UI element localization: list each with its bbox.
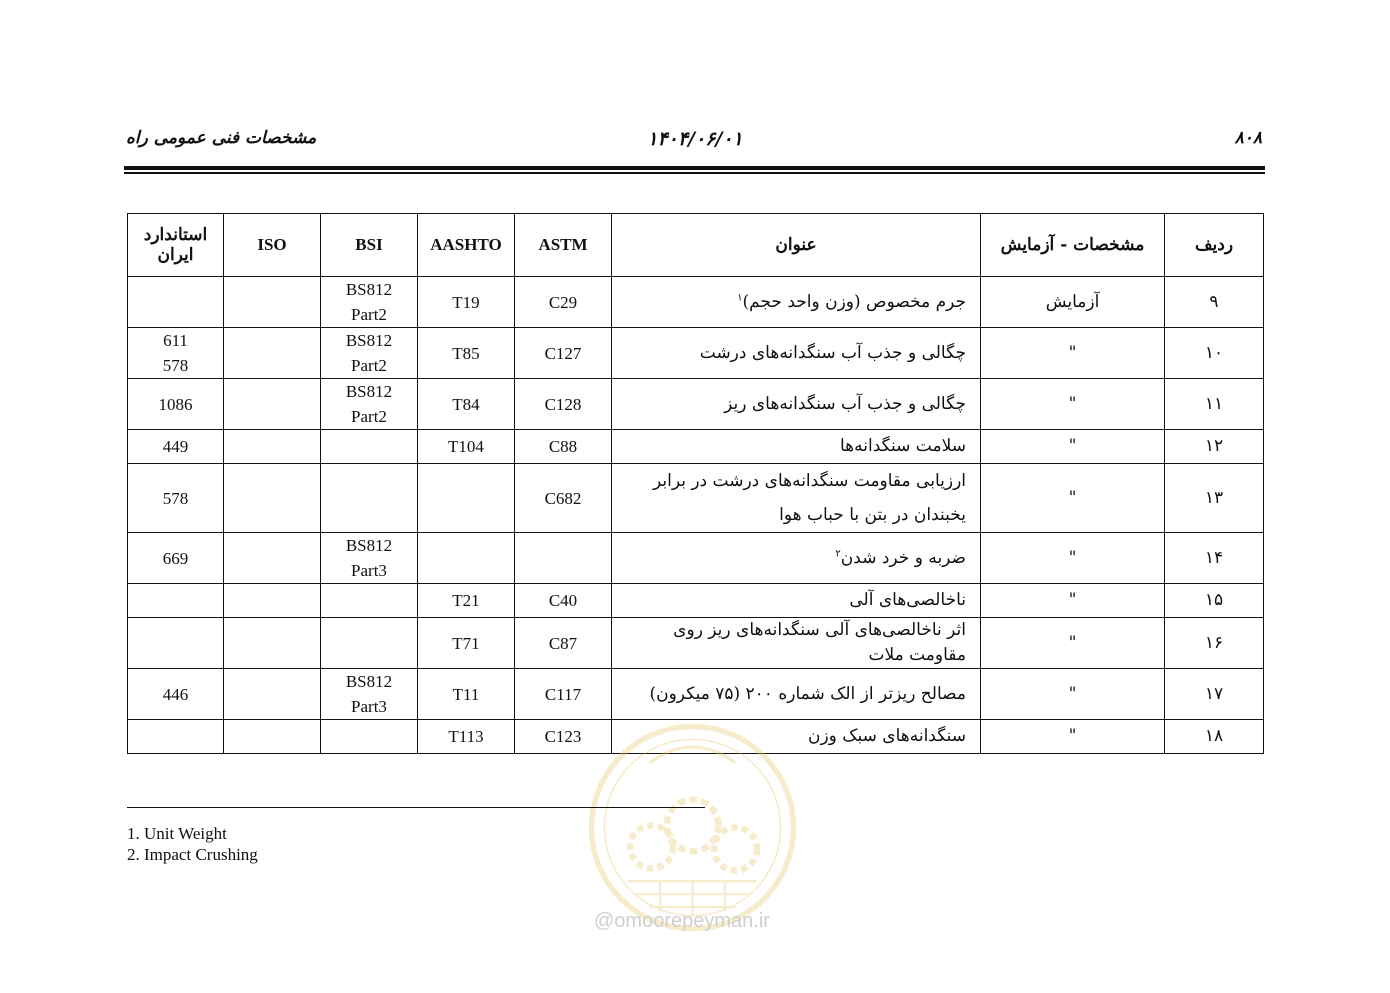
cell-radif: ۱۵ [1165,584,1264,618]
col-header-iran-line1: استاندارد [143,225,208,245]
cell-bsi [321,584,418,618]
cell-bsi-line1: BS812 [345,280,393,299]
cell-title-text: چگالی و جذب آب سنگدانه‌های درشت [699,342,966,363]
cell-iso [224,379,321,430]
cell-title [612,464,981,533]
cell-title [612,379,981,430]
cell-title [612,618,981,669]
table-row [128,328,1264,379]
cell-title-text: ضربه و خرد شدن [840,547,966,568]
col-header-aashto: AASHTO [418,214,515,277]
footnote-1: 1. Unit Weight [127,824,227,843]
page-number: ۸۰۸ [1234,128,1262,148]
cell-radif: ۱۴ [1165,533,1264,584]
cell-title [612,669,981,720]
cell-aashto: T11 [418,669,515,720]
cell-title [612,430,981,464]
col-header-radif: ردیف [1165,214,1264,277]
cell-spec: " [981,379,1165,430]
cell-iran: 669 [128,533,224,584]
cell-radif: ۱۲ [1165,430,1264,464]
cell-spec: " [981,669,1165,720]
header-rule-thin [124,172,1265,174]
cell-title-text: جرم مخصوص (وزن واحد حجم) [742,291,966,312]
cell-astm: C128 [515,379,612,430]
cell-iran: 1086 [128,379,224,430]
footnote-ref: ۲ [835,547,841,559]
table-row [128,430,1264,464]
table-header-row [128,214,1264,277]
cell-iran: 578 [128,464,224,533]
table-row [128,379,1264,430]
cell-iran [128,584,224,618]
cell-bsi [321,277,418,328]
document-date: ۱۴۰۴/۰۶/۰۱ [647,128,743,150]
cell-iran [128,328,224,379]
cell-astm: C87 [515,618,612,669]
cell-iso [224,430,321,464]
cell-iso [224,533,321,584]
cell-iran [128,618,224,669]
cell-bsi [321,379,418,430]
table-row [128,277,1264,328]
cell-radif: ۱۰ [1165,328,1264,379]
header-rule-thick [124,166,1265,170]
col-header-astm: ASTM [515,214,612,277]
cell-bsi-line1: BS812 [345,672,393,691]
cell-iso [224,464,321,533]
cell-bsi-line2: Part3 [351,561,387,580]
cell-iso [224,720,321,754]
cell-bsi [321,328,418,379]
table-row [128,618,1264,669]
cell-title-text: سلامت سنگدانه‌ها [840,436,966,456]
cell-title [612,533,981,584]
cell-bsi [321,464,418,533]
cell-aashto: T113 [418,720,515,754]
cell-radif: ۱۱ [1165,379,1264,430]
cell-spec: آزمایش [981,277,1165,328]
footnotes [127,823,258,865]
cell-title [612,328,981,379]
cell-aashto [418,464,515,533]
cell-title [612,584,981,618]
cell-spec: " [981,618,1165,669]
cell-iso [224,277,321,328]
cell-iso [224,618,321,669]
cell-aashto [418,533,515,584]
cell-spec: " [981,328,1165,379]
cell-iso [224,328,321,379]
cell-title-text: چگالی و جذب آب سنگدانه‌های ریز [724,393,966,414]
cell-iran: 446 [128,669,224,720]
cell-radif: ۱۷ [1165,669,1264,720]
table-row [128,584,1264,618]
col-header-iran-line2: ایران [157,245,194,265]
cell-spec: " [981,584,1165,618]
cell-astm: C88 [515,430,612,464]
cell-bsi-line2: Part3 [351,697,387,716]
table-row [128,669,1264,720]
cell-aashto: T85 [418,328,515,379]
cell-bsi [321,669,418,720]
cell-astm: C127 [515,328,612,379]
cell-astm: C40 [515,584,612,618]
cell-bsi [321,720,418,754]
footnote-ref: ۱ [737,291,743,303]
cell-spec: " [981,464,1165,533]
cell-bsi-line2: Part2 [351,407,387,426]
table-row [128,720,1264,754]
cell-aashto: T19 [418,277,515,328]
cell-iran [128,720,224,754]
col-header-iso: ISO [224,214,321,277]
cell-aashto: T104 [418,430,515,464]
cell-aashto: T21 [418,584,515,618]
cell-iso [224,669,321,720]
cell-radif: ۹ [1165,277,1264,328]
cell-bsi-line1: BS812 [345,382,393,401]
cell-bsi-line1: BS812 [345,331,393,350]
cell-bsi-line2: Part2 [351,356,387,375]
cell-astm: C29 [515,277,612,328]
cell-astm: C682 [515,464,612,533]
cell-iran: 449 [128,430,224,464]
cell-astm [515,533,612,584]
document-title: مشخصات فنی عمومی راه [126,128,317,148]
cell-aashto: T71 [418,618,515,669]
col-header-title: عنوان [612,214,981,277]
cell-iran-line1: 611 [163,331,188,350]
cell-title-text: ارزیابی مقاومت سنگدانه‌های درشت در برابر یخبندان در بتن با حباب هوا [652,471,966,525]
cell-title-text: سنگدانه‌های سبک وزن [807,726,966,746]
cell-spec: " [981,430,1165,464]
col-header-bsi: BSI [321,214,418,277]
cell-spec: " [981,533,1165,584]
cell-title-text: اثر ناخالصی‌های آلی سنگدانه‌های ریز روی مقاومت ملات [673,620,966,665]
cell-iran-line2: 578 [162,356,189,375]
table-row [128,533,1264,584]
cell-astm: C123 [515,720,612,754]
standards-table [127,213,1264,754]
footnote-separator [127,807,705,808]
cell-bsi-line1: BS812 [345,536,393,555]
cell-title-text: مصالح ریزتر از الک شماره ۲۰۰ (۷۵ میکرون) [649,683,966,704]
col-header-spec: مشخصات - آزمایش [981,214,1165,277]
cell-astm: C117 [515,669,612,720]
cell-bsi [321,618,418,669]
cell-bsi-line2: Part2 [351,305,387,324]
cell-radif: ۱۳ [1165,464,1264,533]
cell-title [612,720,981,754]
cell-title [612,277,981,328]
cell-aashto: T84 [418,379,515,430]
cell-radif: ۱۶ [1165,618,1264,669]
cell-bsi [321,533,418,584]
cell-title-text: ناخالصی‌های آلی [849,590,966,610]
watermark-text: @omoorepeyman.ir [594,910,770,932]
cell-bsi [321,430,418,464]
cell-iso [224,584,321,618]
table-row [128,464,1264,533]
footnote-2: 2. Impact Crushing [127,845,258,864]
cell-radif: ۱۸ [1165,720,1264,754]
cell-iran [128,277,224,328]
col-header-iran-standard [128,214,224,277]
cell-spec: " [981,720,1165,754]
